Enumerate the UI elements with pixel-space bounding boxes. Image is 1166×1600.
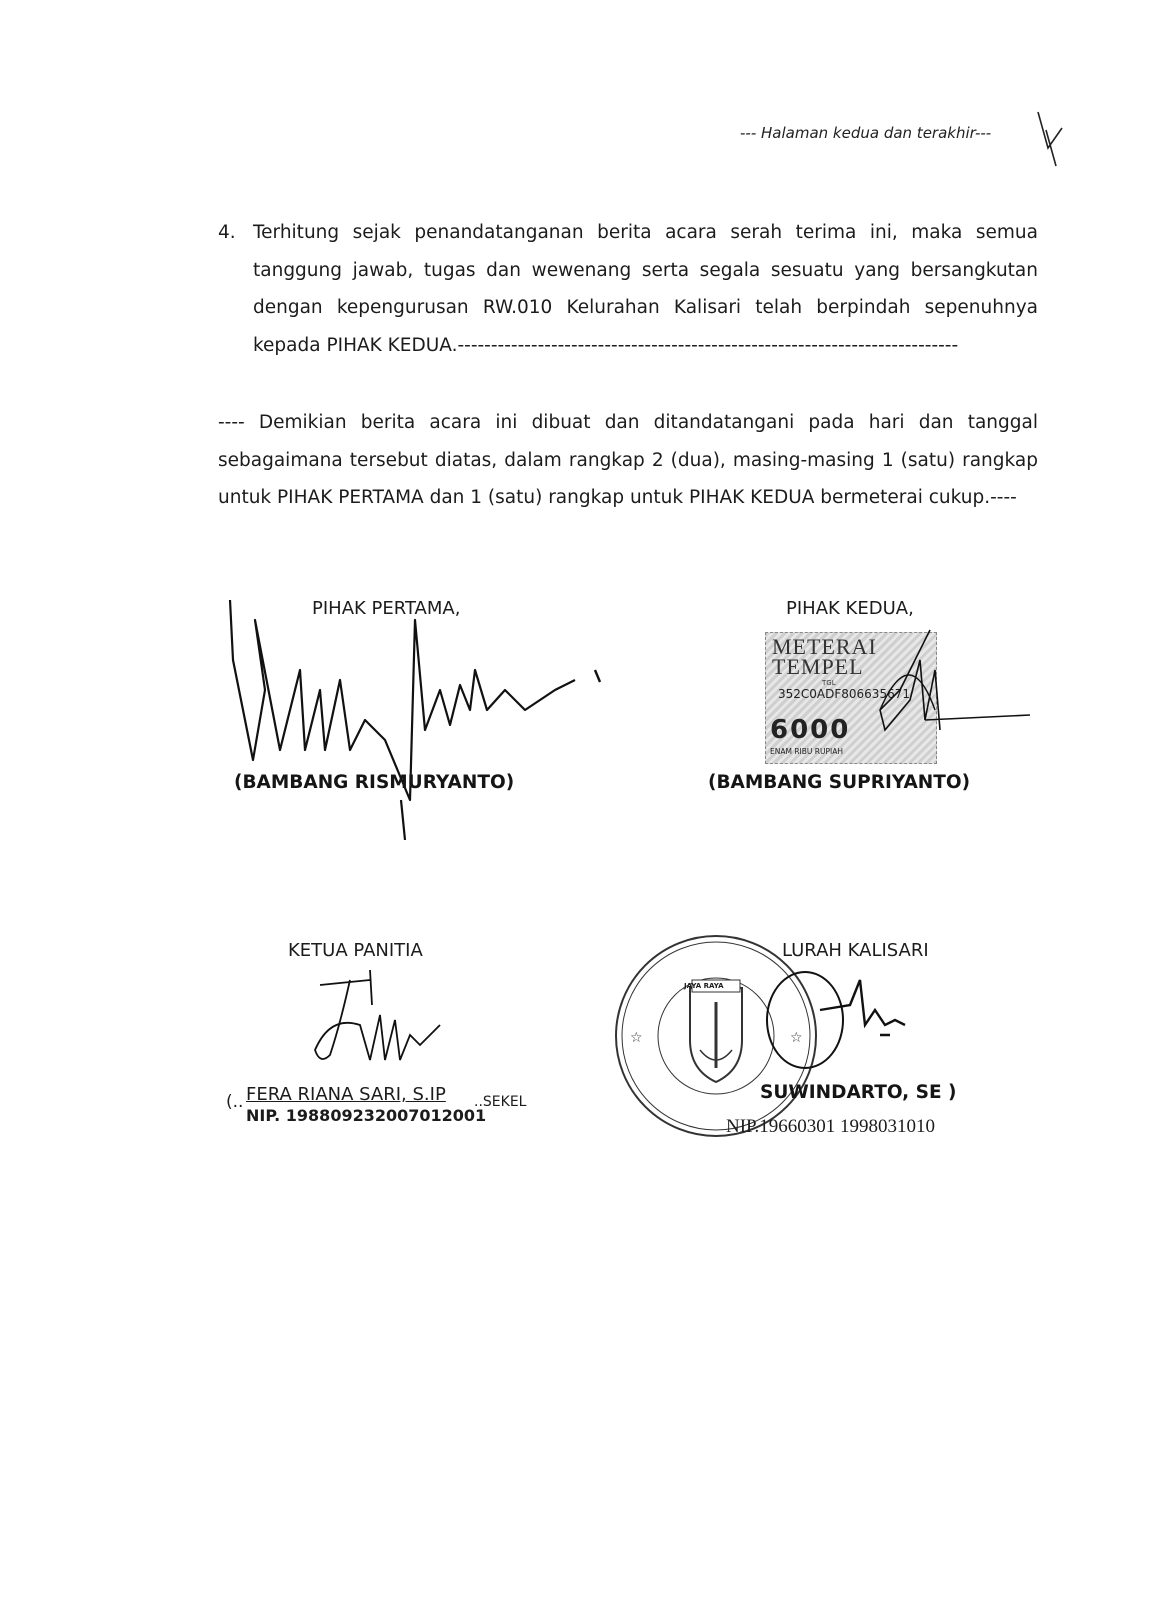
clause-4-line-3: dengan kepengurusan RW.010 Kelurahan Kalisari telah berpindah sepenuhnya — [253, 297, 1038, 318]
clause-4-line-1: Terhitung sejak penandatanganan berita acara serah terima ini, maka semua — [253, 222, 1038, 243]
second-party-name: (BAMBANG SUPRIYANTO) — [708, 772, 971, 793]
second-party-label: PIHAK KEDUA, — [786, 598, 914, 619]
svg-text:☆: ☆ — [630, 1030, 643, 1046]
committee-label: KETUA PANITIA — [288, 940, 423, 961]
meterai-code: 352C0ADF806635671 — [778, 687, 910, 701]
meterai-tgl: TGL — [822, 679, 836, 687]
lurah-nip: NIP.19660301 1998031010 — [726, 1116, 936, 1137]
svg-text:☆: ☆ — [790, 1030, 803, 1046]
lurah-name: SUWINDARTO, SE ) — [760, 1082, 957, 1103]
clause-4-line-4: kepada PIHAK KEDUA.--------------------------------------------------------------------------- — [253, 334, 959, 356]
page-continuation-note: --- Halaman kedua dan terakhir--- — [740, 124, 992, 142]
closing-paragraph — [218, 404, 1038, 517]
clause-4 — [218, 214, 1038, 364]
committee-nip: NIP. 198809232007012001 — [246, 1106, 487, 1125]
seal-emblem-text: JAYA RAYA — [684, 982, 724, 990]
first-party-signature — [225, 600, 625, 840]
lurah-label: LURAH KALISARI — [782, 940, 929, 961]
first-party-name: (BAMBANG RISMURYANTO) — [234, 772, 515, 793]
closing-line-3: untuk PIHAK PERTAMA dan 1 (satu) rangkap untuk PIHAK KEDUA bermeterai cukup.---- — [218, 487, 1017, 508]
meterai-words: ENAM RIBU RUPIAH — [770, 747, 843, 756]
closing-line-1: ---- Demikian berita acara ini dibuat dan ditandatangani pada hari dan tanggal — [218, 412, 1038, 433]
committee-name: FERA RIANA SARI, S.IP — [246, 1084, 446, 1105]
clause-4-line-2: tanggung jawab, tugas dan wewenang serta segala sesuatu yang bersangkutan — [253, 259, 1038, 281]
clause-number: 4. — [218, 222, 236, 243]
committee-suffix: ..SEKEL — [474, 1094, 527, 1110]
first-party-label: PIHAK PERTAMA, — [312, 598, 461, 619]
meterai-title: METERAI TEMPEL — [772, 634, 877, 679]
meterai-value: 6000 — [770, 715, 851, 745]
lurah-signature — [760, 965, 940, 1075]
second-party-signature — [840, 620, 1040, 750]
committee-open-paren: (.. — [226, 1092, 244, 1112]
paraf-mark-icon — [1036, 108, 1066, 168]
closing-line-2: sebagaimana tersebut diatas, dalam rangkap 2 (dua), masing-masing 1 (satu) rangkap — [218, 449, 1038, 471]
committee-signature — [300, 965, 450, 1075]
